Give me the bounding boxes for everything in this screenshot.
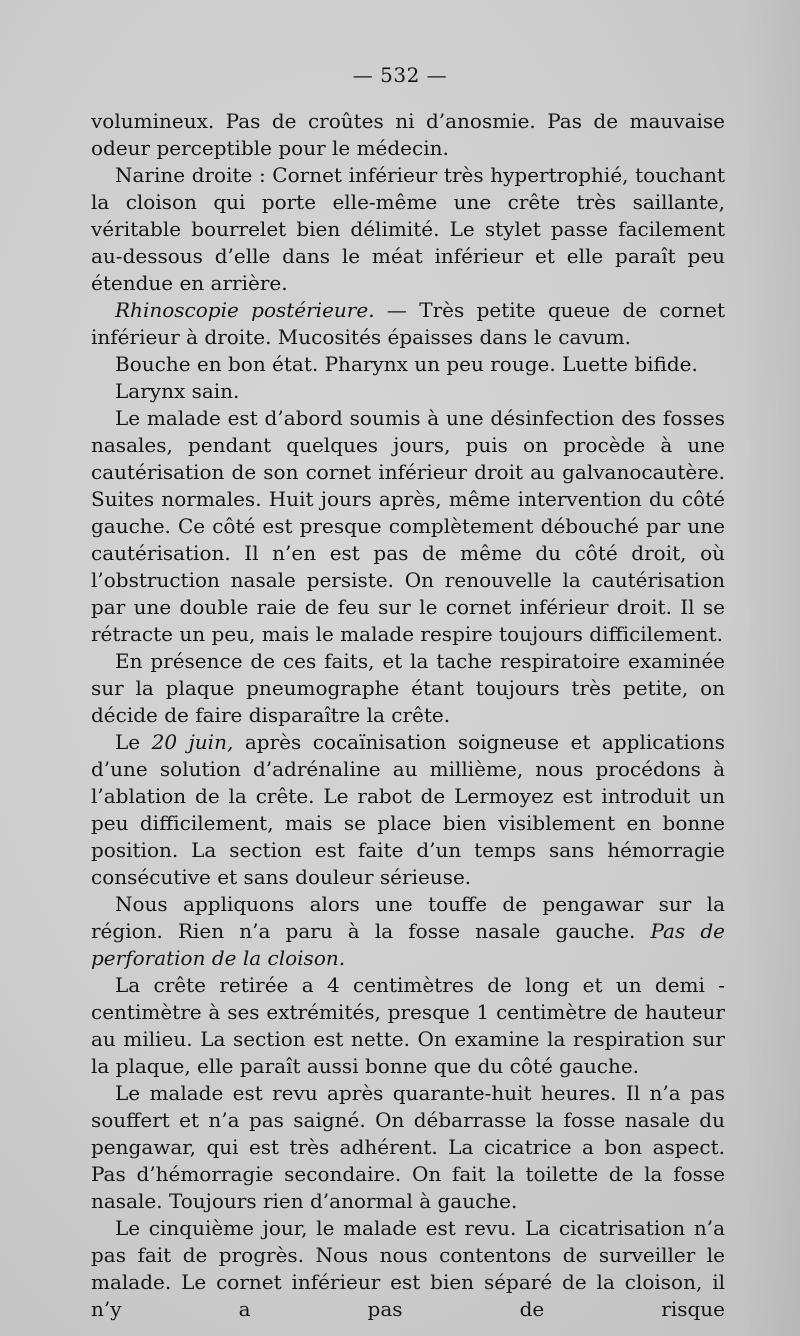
- paragraph-pengawar: [91, 891, 725, 972]
- paragraph-text: après cocaïnisation soigneuse et applications d’une solution d’adrénaline au millième, nous procédons à l’ablation de la crête. Le rabot de Lermoyez est introduit un peu difficilement, mais se place bien visiblement en bonne position. La section est faite d’un temps sans hémorragie consécutive et sans douleur sérieuse.: [91, 730, 725, 889]
- paragraph-text: — Très petite queue de cornet inférieur à droite. Mucosités épaisses dans le cavum.: [91, 298, 725, 349]
- paragraph-continued: volumineux. Pas de croûtes ni d’anosmie. Pas de mauvaise odeur perceptible pour le médecin.: [91, 109, 725, 160]
- paragraph-operation: [91, 729, 725, 891]
- paragraph-lead: Le: [115, 730, 152, 754]
- paragraph-right-nostril: Narine droite : Cornet inférieur très hypertrophié, touchant la cloison qui porte elle-même une crête très saillante, véritable bourrelet bien délimité. Le stylet passe facilement au-dessous d’elle dans le méat inférieur et elle paraît peu étendue en arrière.: [91, 163, 725, 295]
- paragraph-decision: En présence de ces faits, et la tache respiratoire examinée sur la plaque pneumographe étant toujours très petite, on décide de faire disparaître la crête.: [91, 649, 725, 727]
- paragraph-larynx: Larynx sain.: [115, 379, 240, 403]
- paragraph-mouth: Bouche en bon état. Pharynx un peu rouge. Luette bifide.: [115, 352, 698, 376]
- paragraph-crest-size: La crête retirée a 4 centimètres de long et un demi - centimètre à ses extrémités, presque 1 centimètre de hauteur au milieu. La section est nette. On examine la respiration sur la plaque, elle paraît aussi bonne que du côté gauche.: [91, 973, 725, 1078]
- paragraph-follow-up: Le malade est revu après quarante-huit heures. Il n’a pas souffert et n’a pas saigné. On débarrasse la fosse nasale du pengawar, qui est très adhérent. La cicatrice a bon aspect. Pas d’hémorragie secondaire. On fait la toilette de la fosse nasale. Toujours rien d’anormal à gauche.: [91, 1081, 725, 1213]
- body-text: [91, 108, 725, 1323]
- section-heading-italic: Rhinoscopie postérieure.: [115, 298, 375, 322]
- finding-italic: Pas de perforation de la cloison.: [91, 919, 725, 970]
- paragraph-posterior-rhinoscopy: [91, 297, 725, 351]
- page-shadow: [740, 0, 800, 1336]
- paragraph-text: Nous appliquons alors une touffe de pengawar sur la région. Rien n’a paru à la fosse nasale gauche.: [91, 892, 725, 943]
- paragraph-fifth-day: Le cinquième jour, le malade est revu. La cicatrisation n’a pas fait de progrès. Nous nous contentons de surveiller le malade. Le cornet inférieur est bien séparé de la cloison, il n’y a pas de risque: [91, 1216, 725, 1321]
- date-italic: 20 juin,: [151, 730, 234, 754]
- paragraph-treatment: Le malade est d’abord soumis à une désinfection des fosses nasales, pendant quelques jours, puis on procède à une cautérisation de son cornet inférieur droit au galvanocautère. Suites normales. Huit jours après, même intervention du côté gauche. Ce côté est presque complètement débouché par une cautérisation. Il n’en est pas de même du côté droit, où l’obstruction nasale persiste. On renouvelle la cautérisation par une double raie de feu sur le cornet inférieur droit. Il se rétracte un peu, mais le malade respire toujours difficilement.: [91, 406, 725, 646]
- page-number: — 532 —: [352, 63, 448, 87]
